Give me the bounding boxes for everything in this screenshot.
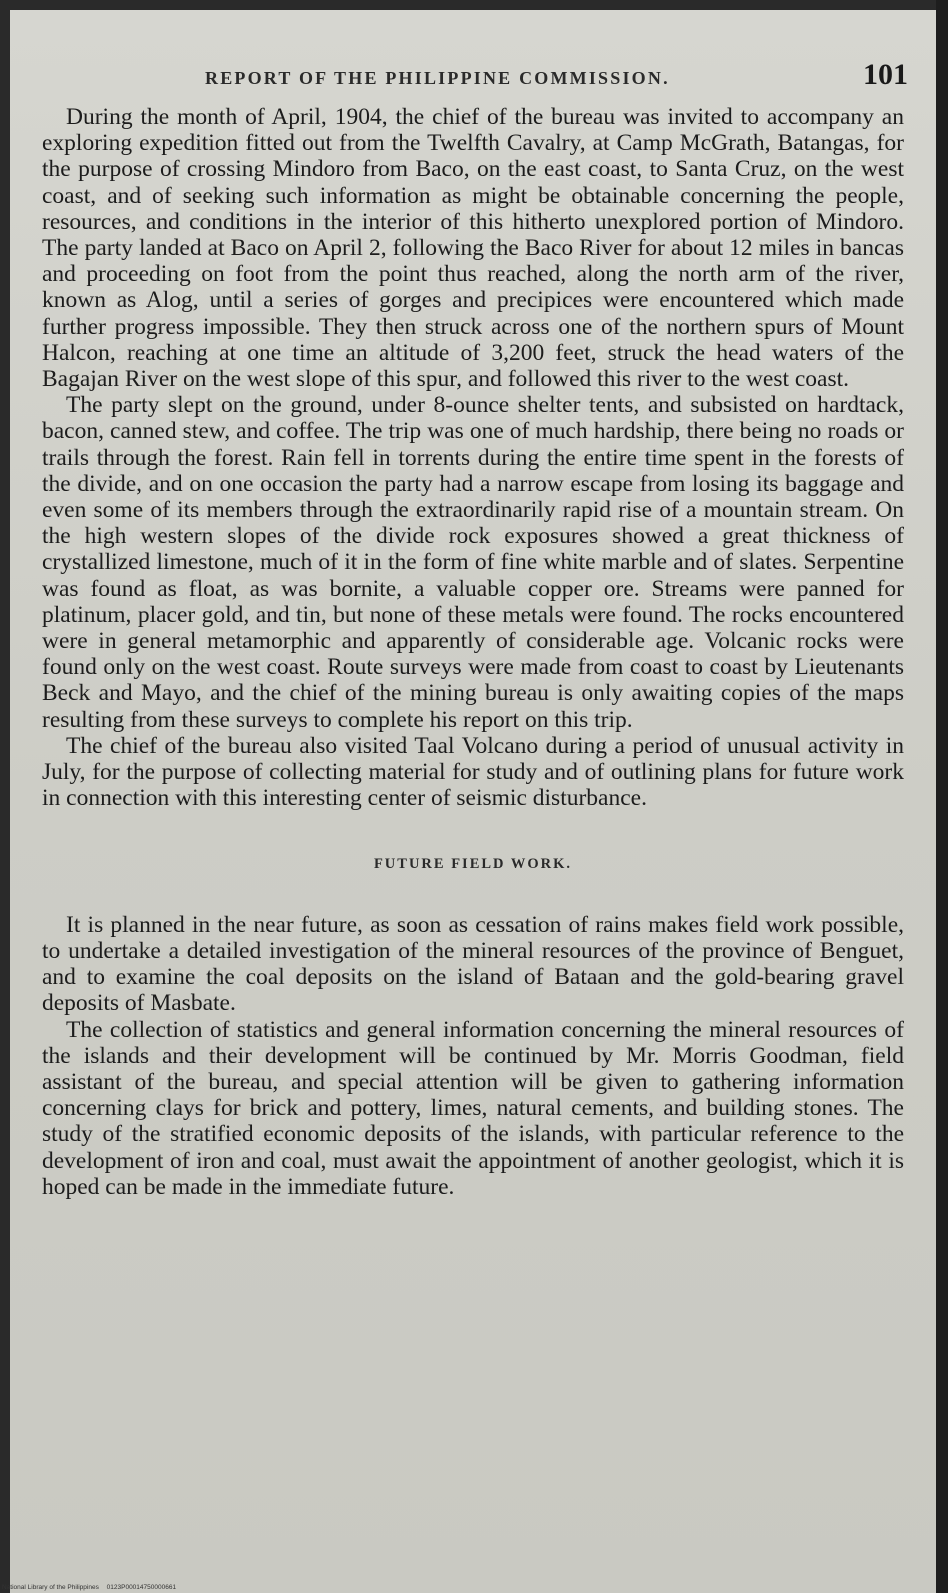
paragraph-statistics-collection: The collection of statistics and general information concerning the mineral resources of the islands and their development will be continued by Mr. Morris Goodman, field assistant of the bureau, and special attention will be given to gathering information concerning clays for brick and pottery, limes, natural cements, and building stones. The study of the stratified economic deposits of the islands, with particular reference to the development of iron and coal, must await the appointment of another geologist, which it is hoped can be made in the immediate future. — [42, 1016, 904, 1200]
paragraph-hardship-findings: The party slept on the ground, under 8-ounce shelter tents, and subsisted on hardtack, bacon, canned stew, and coffee. The trip was one of much hardship, there being no roads or trails through the forest. Rain fell in torrents during the entire time spent in the forests of the divide, and on one occasion the party had a narrow escape from losing its baggage and even some of its members through the extraordinarily rapid rise of a mountain stream. On the high western slopes of the divide rock exposures showed a great thickness of crystallized limestone, much of it in the form of fine white marble and of slates. Serpentine was found as float, as was bornite, a valuable copper ore. Streams were panned for platinum, placer gold, and tin, but none of these metals were found. The rocks encountered were in general metamorphic and apparently of considerable age. Volcanic rocks were found only on the west coast. Route surveys were made from coast to coast by Lieutenants Beck and Mayo, and the chief of the mining bureau is only awaiting copies of the maps resulting from these surveys to complete his report on this trip. — [42, 392, 904, 733]
paragraph-mindoro-expedition: During the month of April, 1904, the chief of the bureau was invited to accompany an exploring expedition fitted out from the Twelfth Cavalry, at Camp McGrath, Batangas, for the purpose of crossing Mindoro from Baco, on the east coast, to Santa Cruz, on the west coast, and of seeking such information as might be obtainable concerning the people, resources, and conditions in the interior of this hitherto unexplored portion of Mindoro. The party landed at Baco on April 2, following the Baco River for about 12 miles in bancas and proceeding on foot from the point thus reached, along the north arm of the river, known as Alog, until a series of gorges and precipices were encountered which made further progress impossible. They then struck across one of the northern spurs of Mount Halcon, reaching at one time an altitude of 3,200 feet, struck the head waters of the Bagajan River on the west slope of this spur, and followed this river to the west coast. — [42, 104, 904, 393]
paragraph-taal-volcano: The chief of the bureau also visited Taal Volcano during a period of unusual activity in July, for the purpose of collecting material for study and of outlining plans for future work in connection with this interesting center of seismic disturbance. — [42, 732, 904, 812]
running-title: REPORT OF THE PHILIPPINE COMMISSION. — [205, 68, 670, 88]
scan-border-left — [0, 0, 10, 1593]
future-field-work-section — [42, 912, 904, 1200]
scan-credit — [2, 1584, 182, 1591]
scan-border-right — [936, 0, 948, 1593]
page-number: 101 — [863, 58, 908, 91]
scan-border-top — [0, 0, 948, 10]
library-credit: National Library of the Philippines — [2, 1584, 99, 1591]
body-text — [42, 104, 904, 1200]
paragraph-planned-investigation: It is planned in the near future, as soon as cessation of rains makes field work possible, to undertake a detailed investigation of the mineral resources of the province of Benguet, and to examine the coal deposits on the island of Bataan and the gold-bearing gravel deposits of Masbate. — [42, 911, 904, 1017]
page-header — [40, 58, 908, 98]
item-id: 0123P00014750000661 — [106, 1584, 177, 1591]
section-heading: FUTURE FIELD WORK. — [373, 856, 573, 873]
